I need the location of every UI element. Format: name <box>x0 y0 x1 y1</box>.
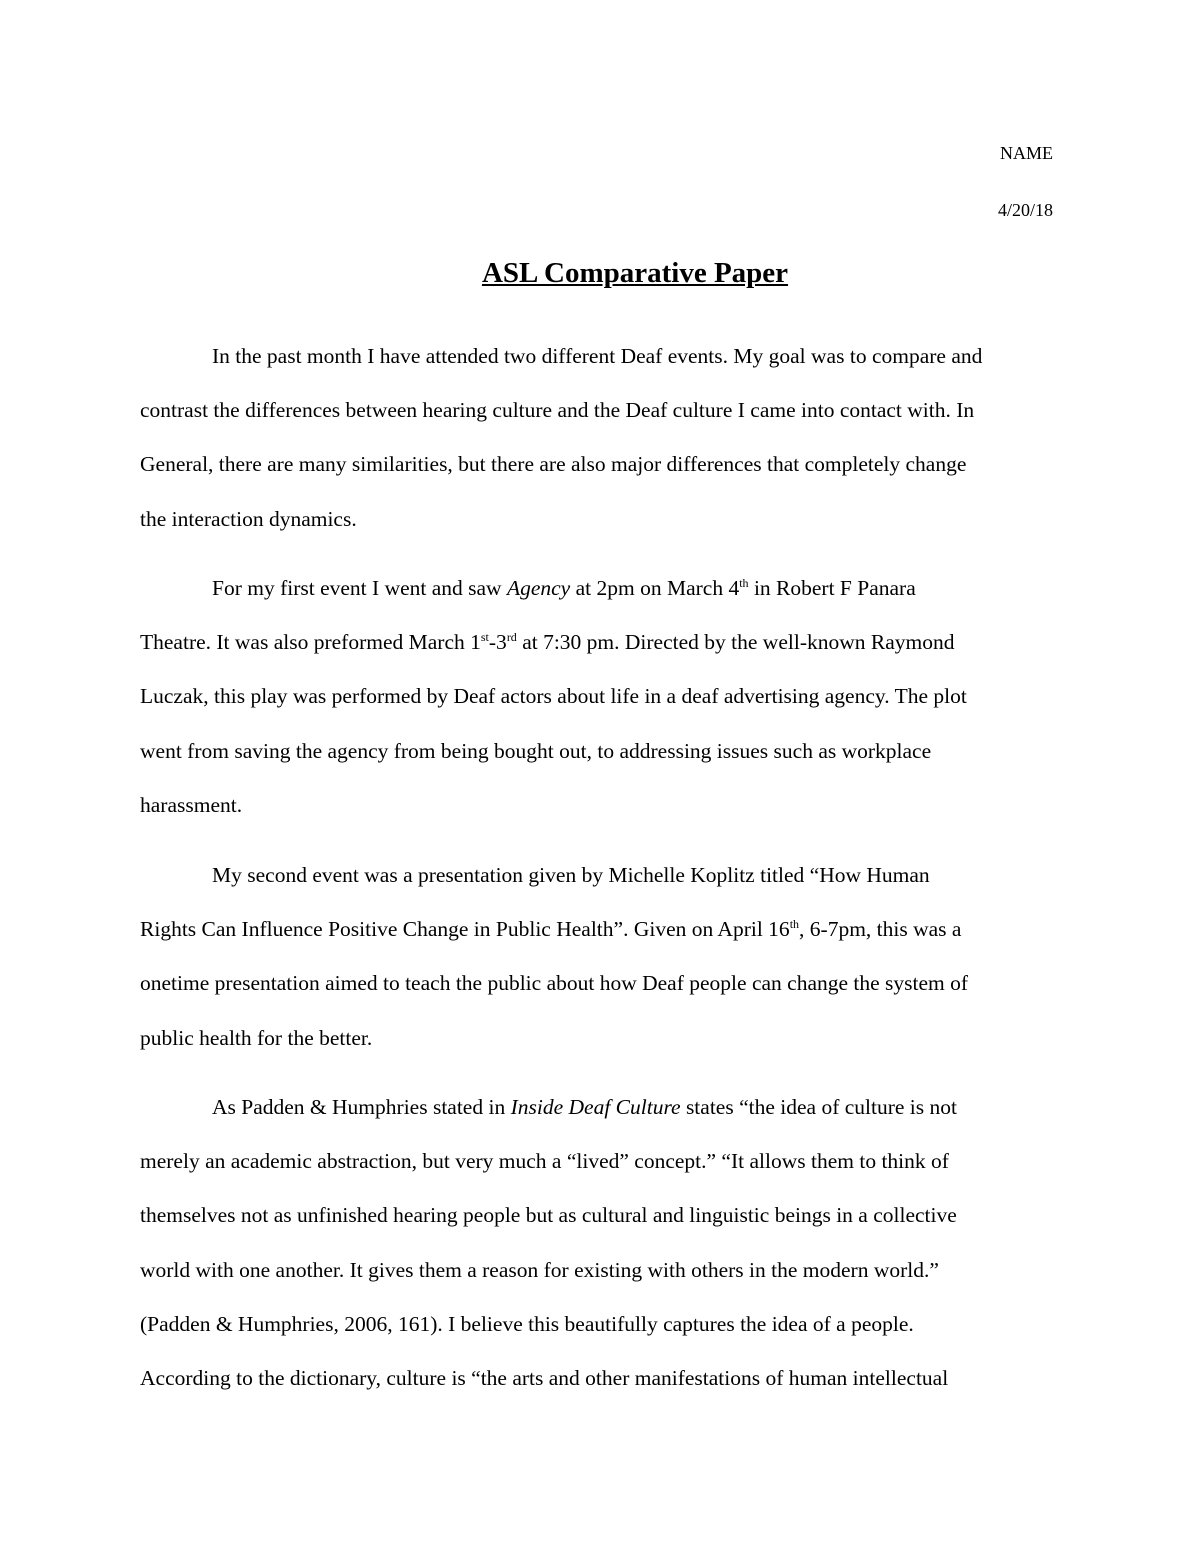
ordinal-suffix: th <box>789 917 800 932</box>
paragraph-line <box>140 561 1056 615</box>
text-run: As Padden & Humphries stated in <box>212 1095 511 1119</box>
paragraph-line: merely an academic abstraction, but very much a “lived” concept.” “It allows them to think of <box>140 1149 949 1174</box>
text-run: at 2pm on March 4 <box>570 576 740 600</box>
paragraph-line: General, there are many similarities, but there are also major differences that completely change <box>140 452 967 477</box>
paragraph-line <box>140 902 1056 956</box>
paragraph-line: world with one another. It gives them a reason for existing with others in the modern world.” <box>140 1257 939 1282</box>
paragraph-4 <box>140 1080 1056 1405</box>
document-date: 4/20/18 <box>997 200 1053 220</box>
paragraph-line: Luczak, this play was performed by Deaf actors about life in a deaf advertising agency. The plot <box>140 684 967 709</box>
paragraph-line <box>140 615 1056 669</box>
paragraph-line: (Padden & Humphries, 2006, 161). I believe this beautifully captures the idea of a people. <box>140 1311 914 1336</box>
paragraph-1 <box>140 329 1056 546</box>
paragraph-line: went from saving the agency from being bought out, to addressing issues such as workplace <box>140 738 932 763</box>
paragraph-line: public health for the better. <box>140 1025 373 1050</box>
text-run: , 6-7pm, this was a <box>799 917 962 942</box>
ordinal-suffix: rd <box>506 630 517 645</box>
paragraph-3 <box>140 848 1056 1065</box>
text-run: states “the idea of culture is not <box>680 1095 957 1119</box>
paragraph-line <box>140 1080 1056 1134</box>
text-run: Rights Can Influence Positive Change in Public Health”. Given on April 16 <box>140 917 790 942</box>
paragraph-2 <box>140 561 1056 832</box>
ordinal-suffix: st <box>480 630 489 645</box>
author-name: NAME <box>1000 143 1053 163</box>
text-run: at 7:30 pm. Directed by the well-known Raymond <box>516 630 955 655</box>
paragraph-line: harassment. <box>140 792 243 817</box>
ordinal-suffix: th <box>739 575 749 590</box>
text-run: Theatre. It was also preformed March 1 <box>140 630 481 655</box>
paragraph-line: According to the dictionary, culture is “the arts and other manifestations of human intellectual <box>140 1366 949 1391</box>
play-title: Agency <box>506 576 571 600</box>
paragraph-line: contrast the differences between hearing culture and the Deaf culture I came into contact with. In <box>140 398 975 423</box>
document-title: ASL Comparative Paper <box>481 257 789 289</box>
paragraph-line: onetime presentation aimed to teach the public about how Deaf people can change the system of <box>140 971 969 996</box>
paragraph-line: My second event was a presentation given by Michelle Koplitz titled “How Human <box>212 863 930 887</box>
text-run: For my first event I went and saw <box>212 576 507 600</box>
book-title: Inside Deaf Culture <box>510 1095 681 1119</box>
paragraph-line: the interaction dynamics. <box>140 506 357 531</box>
paragraph-line: In the past month I have attended two different Deaf events. My goal was to compare and <box>212 344 983 368</box>
text-run: -3 <box>488 630 507 655</box>
paragraph-line: themselves not as unfinished hearing people but as cultural and linguistic beings in a collective <box>140 1203 957 1228</box>
text-run: in Robert F Panara <box>748 576 916 600</box>
